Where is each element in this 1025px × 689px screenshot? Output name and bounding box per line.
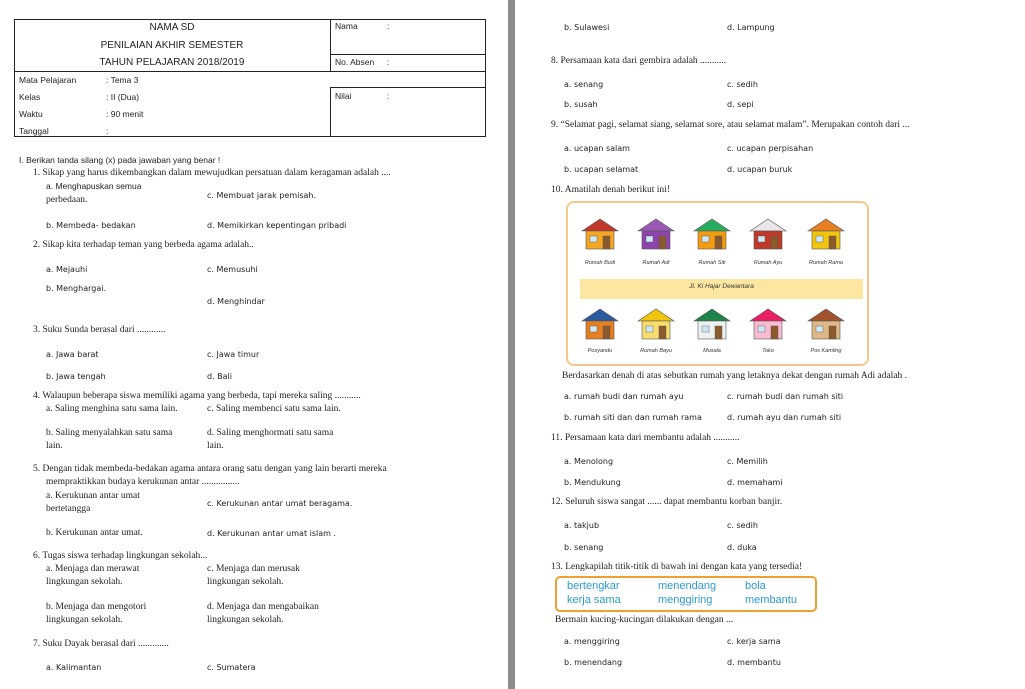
date-label: Tanggal	[19, 126, 49, 136]
option-1d[interactable]: d. Memikirkan kepentingan pribadi	[207, 221, 347, 230]
option-2b[interactable]: b. Menghargai.	[46, 284, 107, 293]
option-5a-cont[interactable]: bertetangga	[46, 504, 91, 514]
option-11d[interactable]: d. memahami	[727, 478, 783, 487]
option-1a-cont[interactable]: perbedaan.	[46, 195, 88, 205]
option-7d[interactable]: d. Lampung	[727, 23, 775, 32]
question-2: 2. Sikap kita terhadap teman yang berbeda agama adalah..	[33, 240, 254, 250]
question-5: 5. Dengan tidak membeda-bedakan agama antara orang satu dengan yang lain berarti mereka	[33, 464, 387, 474]
road	[580, 279, 863, 299]
option-6b[interactable]: b. Menjaga dan mengotori	[46, 602, 147, 612]
score-label: Nilai	[335, 91, 352, 101]
class-label: Kelas	[19, 92, 41, 102]
option-9d[interactable]: d. ucapan buruk	[727, 165, 793, 174]
option-12b[interactable]: b. senang	[564, 543, 604, 552]
question-6: 6. Tugas siswa terhadap lingkungan sekolah...	[33, 551, 208, 561]
option-4b-cont[interactable]: lain.	[46, 441, 63, 451]
name-label: Nama	[335, 21, 358, 31]
option-4b[interactable]: b. Saling menyalahkan satu sama	[46, 428, 173, 438]
option-4d[interactable]: d. Saling menghormati satu sama	[207, 428, 334, 438]
option-12d[interactable]: d. duka	[727, 543, 757, 552]
option-7b[interactable]: b. Sulawesi	[564, 23, 610, 32]
option-13b[interactable]: b. menendang	[564, 658, 623, 667]
option-13a[interactable]: a. menggiring	[564, 637, 620, 646]
house-label: Rumah Ayu	[753, 260, 783, 266]
house-musala	[692, 307, 732, 341]
option-12a[interactable]: a. takjub	[564, 521, 600, 530]
score-field[interactable]: :	[387, 91, 390, 101]
option-9a[interactable]: a. ucapan salam	[564, 144, 630, 153]
time-label: Waktu	[19, 109, 43, 119]
word-6: membantu	[745, 594, 797, 606]
option-6d-cont[interactable]: lingkungan sekolah.	[207, 615, 284, 625]
option-1b[interactable]: b. Membeda- bedakan	[46, 221, 136, 230]
question-3: 3. Suku Sunda berasal dari ............	[33, 325, 166, 335]
school-name: NAMA SD	[149, 22, 195, 33]
option-11a[interactable]: a. Menolong	[564, 457, 614, 466]
option-11c[interactable]: c. Memilih	[727, 457, 768, 466]
option-12c[interactable]: c. sedih	[727, 521, 758, 530]
option-3b[interactable]: b. Jawa tengah	[46, 372, 106, 381]
word-3: bola	[745, 580, 766, 592]
house-label: Posyandu	[587, 348, 613, 354]
option-3a[interactable]: a. Jawa barat	[46, 350, 99, 359]
question-9: 9. “Selamat pagi, selamat siang, selamat sore, atau selamat malam”. Merupakan contoh dari ...	[551, 120, 910, 130]
header-table	[14, 19, 486, 137]
name-field[interactable]: :	[387, 21, 390, 31]
page-gutter	[508, 0, 515, 689]
option-2a[interactable]: a. Mejauhi	[46, 265, 88, 274]
house-toko	[748, 307, 788, 341]
word-5: menggiring	[658, 594, 713, 606]
option-13c[interactable]: c. kerja sama	[727, 637, 781, 646]
house-pos-kamling	[806, 307, 846, 341]
option-10d[interactable]: d. rumah ayu dan rumah siti	[727, 413, 842, 422]
class-value: : II (Dua)	[106, 92, 140, 102]
option-10b[interactable]: b. rumah siti dan dan rumah rama	[564, 413, 702, 422]
option-2c[interactable]: c. Memusuhi	[207, 265, 258, 274]
exam-title: PENILAIAN AKHIR SEMESTER	[100, 40, 244, 51]
option-1a[interactable]: a. Menghapuskan semua	[46, 181, 142, 191]
question-13: 13. Lengkapilah titik-titik di bawah ini dengan kata yang tersedia!	[551, 562, 803, 572]
option-8d[interactable]: d. sepi	[727, 100, 754, 109]
option-6a-cont[interactable]: lingkungan sekolah.	[46, 577, 123, 587]
question-13-text: Bermain kucing-kucingan dilakukan dengan ...	[555, 615, 734, 625]
option-4c[interactable]: c. Saling membenci satu sama lain.	[207, 404, 341, 414]
house-label: Musala	[703, 348, 721, 354]
left-page	[0, 0, 508, 689]
question-10-text: Berdasarkan denah di atas sebutkan rumah yang letaknya dekat dengan rumah Adi adalah .	[562, 371, 908, 381]
subject-value: : Tema 3	[106, 75, 139, 85]
option-9b[interactable]: b. ucapan selamat	[564, 165, 639, 174]
house-label: Rumah Adi	[642, 260, 670, 266]
absen-field[interactable]: :	[387, 57, 390, 67]
option-7c[interactable]: c. Sumatera	[207, 663, 256, 672]
option-9c[interactable]: c. ucapan perpisahan	[727, 144, 814, 153]
option-1c[interactable]: c. Membuat jarak pemisah.	[207, 191, 317, 200]
option-5a[interactable]: a. Kerukunan antar umat	[46, 491, 140, 501]
option-4a[interactable]: a. Saling menghina satu sama lain.	[46, 404, 178, 414]
question-5-cont: mempraktikkan budaya kerukunan antar ................	[46, 477, 240, 487]
option-8a[interactable]: a. senang	[564, 80, 604, 89]
option-10c[interactable]: c. rumah budi dan rumah siti	[727, 392, 844, 401]
word-bank	[555, 576, 817, 612]
house-rumah-rama	[806, 217, 846, 251]
absen-label: No. Absen	[335, 57, 375, 67]
option-6c-cont[interactable]: lingkungan sekolah.	[207, 577, 284, 587]
question-12: 12. Seluruh siswa sangat ...... dapat membantu korban banjir.	[551, 497, 783, 507]
option-6a[interactable]: a. Menjaga dan merawat	[46, 564, 140, 574]
road-label: Jl. Ki Hajar Dewantara	[689, 283, 754, 290]
option-11b[interactable]: b. Mendukung	[564, 478, 621, 487]
house-rumah-budi	[580, 217, 620, 251]
question-1: 1. Sikap yang harus dikembangkan dalam mewujudkan persatuan dalam keragaman adalah ....	[33, 168, 391, 178]
neighborhood-map	[566, 201, 869, 366]
option-6c[interactable]: c. Menjaga dan merusak	[207, 564, 300, 574]
word-2: menendang	[658, 580, 717, 592]
house-rumah-siti	[692, 217, 732, 251]
word-1: bertengkar	[567, 580, 620, 592]
subject-label: Mata Pelajaran	[19, 75, 77, 85]
option-8c[interactable]: c. sedih	[727, 80, 758, 89]
house-rumah-adi	[636, 217, 676, 251]
house-label: Rumah Budi	[584, 260, 616, 266]
house-posyandu	[580, 307, 620, 341]
instruction: I. Berikan tanda silang (x) pada jawaban yang benar !	[19, 155, 221, 165]
school-year: TAHUN PELAJARAN 2018/2019	[99, 57, 245, 68]
option-2d[interactable]: d. Menghindar	[207, 297, 265, 306]
option-5b[interactable]: b. Kerukunan antar umat.	[46, 528, 143, 538]
option-3c[interactable]: c. Jawa timur	[207, 350, 260, 359]
question-11: 11. Persamaan kata dari membantu adalah ...........	[551, 433, 740, 443]
option-7a[interactable]: a. Kalimantan	[46, 663, 102, 672]
house-label: Rumah Siti	[698, 260, 726, 266]
house-label: Pos Kamling	[810, 348, 842, 354]
question-10: 10. Amatilah denah berikut ini!	[551, 185, 670, 195]
word-4: kerja sama	[567, 594, 621, 606]
house-rumah-bayu	[636, 307, 676, 341]
option-10a[interactable]: a. rumah budi dan rumah ayu	[564, 392, 684, 401]
option-13d[interactable]: d. membantu	[727, 658, 781, 667]
option-8b[interactable]: b. susah	[564, 100, 598, 109]
option-5d[interactable]: d. Kerukunan antar umat islam .	[207, 529, 337, 538]
option-6d[interactable]: d. Menjaga dan mengabaikan	[207, 602, 319, 612]
time-value: : 90 menit	[106, 109, 144, 119]
option-4d-cont[interactable]: lain.	[207, 441, 224, 451]
option-5c[interactable]: c. Kerukunan antar umat beragama.	[207, 499, 353, 508]
option-3d[interactable]: d. Bali	[207, 372, 232, 381]
question-8: 8. Persamaan kata dari gembira adalah ...........	[551, 56, 727, 66]
question-7: 7. Suku Dayak berasal dari .............	[33, 639, 169, 649]
house-label: Rumah Rama	[809, 260, 843, 266]
house-label: Rumah Bayu	[640, 348, 672, 354]
question-4: 4. Walaupun beberapa siswa memiliki agama yang berbeda, tapi mereka saling ...........	[33, 391, 361, 401]
house-label: Toko	[762, 348, 774, 354]
date-value: :	[106, 126, 109, 136]
option-6b-cont[interactable]: lingkungan sekolah.	[46, 615, 123, 625]
house-rumah-ayu	[748, 217, 788, 251]
